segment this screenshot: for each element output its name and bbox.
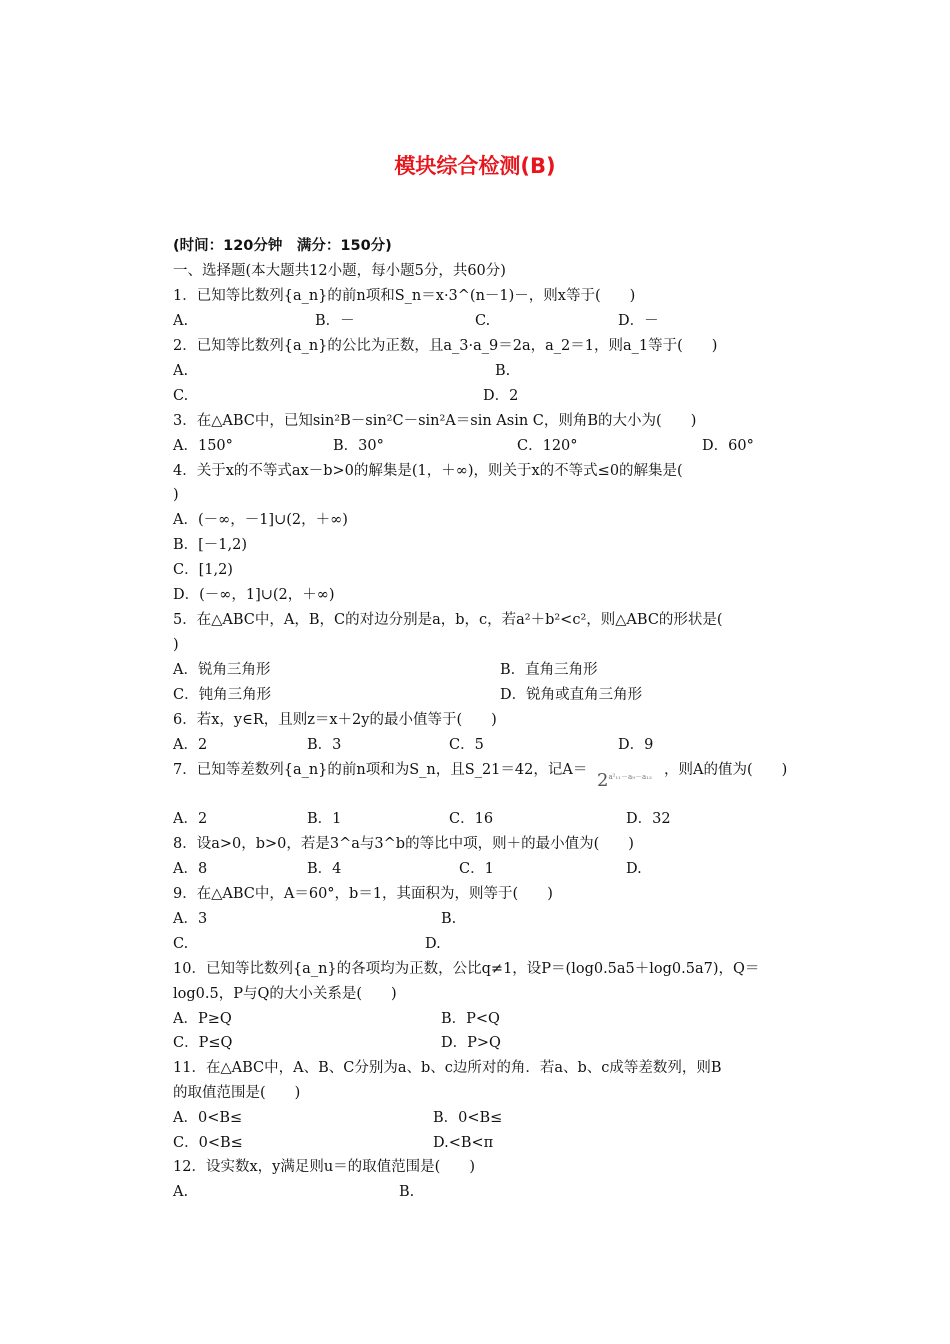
question-7: 7．已知等差数列{a_n}的前n项和为S_n，且S_21＝42，记A＝	[173, 762, 588, 778]
q2-option-a: A.	[173, 363, 189, 379]
question-12: 12．设实数x，y满足则u＝的取值范围是( )	[173, 1159, 475, 1175]
question-4: 4．关于x的不等式ax－b>0的解集是(1，＋∞)，则关于x的不等式≤0的解集是(	[173, 463, 683, 479]
q11-option-c: C．0<B≤	[173, 1135, 243, 1151]
q12-option-b: B.	[399, 1184, 415, 1200]
q10-option-b: B．P<Q	[441, 1011, 500, 1027]
q3-option-d: D．60°	[702, 438, 754, 454]
question-1: 1．已知等比数列{a_n}的前n项和S_n＝x·3^(n－1)－，则x等于( )	[173, 288, 636, 304]
q1-option-c: C.	[475, 313, 491, 329]
q7-formula-exponent: a²₁₁－a₉－a₁₃	[608, 773, 652, 781]
q8-option-a: A．8	[173, 861, 208, 877]
q1-option-a: A.	[173, 313, 189, 329]
q5-option-c: C．钝角三角形	[173, 687, 272, 703]
q2-option-d: D．2	[483, 388, 519, 404]
q10-option-c: C．P≤Q	[173, 1035, 233, 1051]
q8-option-d: D.	[626, 861, 642, 877]
q7-formula-base: 2	[597, 770, 609, 791]
q9-option-d: D.	[425, 936, 441, 952]
q10-option-d: D．P>Q	[441, 1035, 501, 1051]
q6-option-d: D．9	[618, 737, 654, 753]
q9-option-c: C.	[173, 936, 189, 952]
q2-option-b: B.	[495, 363, 511, 379]
question-2: 2．已知等比数列{a_n}的公比为正数，且a_3·a_9＝2a，a_2＝1，则a_1等于( )	[173, 338, 718, 354]
q8-option-c: C．1	[459, 861, 494, 877]
q1-option-b: B．－	[315, 313, 355, 329]
q6-option-c: C．5	[449, 737, 484, 753]
question-5-cont: )	[173, 637, 179, 653]
q1-option-d: D．－	[618, 313, 659, 329]
q6-option-b: B．3	[307, 737, 342, 753]
q4-option-b: B．[－1,2)	[173, 537, 248, 553]
q8-option-b: B．4	[307, 861, 342, 877]
q11-option-d: D.<B<π	[433, 1135, 494, 1151]
q5-option-d: D．锐角或直角三角形	[500, 687, 643, 703]
q5-option-b: B．直角三角形	[500, 662, 598, 678]
section-heading: 一、选择题(本大题共12小题，每小题5分，共60分)	[173, 263, 506, 279]
q7-option-a: A．2	[173, 811, 208, 827]
q3-option-a: A．150°	[173, 438, 233, 454]
q10-option-a: A．P≥Q	[173, 1011, 232, 1027]
q4-option-c: C．[1,2)	[173, 562, 233, 578]
q7-option-d: D．32	[626, 811, 671, 827]
question-4-cont: )	[173, 487, 179, 503]
q2-option-c: C.	[173, 388, 189, 404]
question-7-tail: ，则A的值为( )	[664, 762, 788, 778]
q7-formula	[597, 770, 652, 791]
q7-option-b: B．1	[307, 811, 342, 827]
question-9: 9．在△ABC中，A＝60°，b＝1，其面积为，则等于( )	[173, 886, 553, 902]
q11-option-b: B．0<B≤	[433, 1110, 503, 1126]
question-5: 5．在△ABC中，A，B，C的对边分别是a，b，c，若a²＋b²<c²，则△ABC的形状是(	[173, 612, 723, 628]
question-3: 3．在△ABC中，已知sin²B－sin²C－sin²A＝sin Asin C，则角B的大小为( )	[173, 413, 697, 429]
question-11: 11．在△ABC中，A、B、C分别为a、b、c边所对的角．若a、b、c成等差数列，则B	[173, 1060, 722, 1076]
q7-option-c: C．16	[449, 811, 494, 827]
q4-option-a: A．(－∞，－1]∪(2，＋∞)	[173, 512, 348, 528]
question-8: 8．设a>0，b>0，若是3^a与3^b的等比中项，则＋的最小值为( )	[173, 836, 634, 852]
q6-option-a: A．2	[173, 737, 208, 753]
question-10-cont: log0.5，P与Q的大小关系是( )	[173, 986, 397, 1002]
q9-option-a: A．3	[173, 911, 208, 927]
question-10: 10．已知等比数列{a_n}的各项均为正数，公比q≠1，设P＝(log0.5a5＋log0.5a7)，Q＝	[173, 961, 760, 977]
q3-option-b: B．30°	[333, 438, 384, 454]
q9-option-b: B.	[441, 911, 457, 927]
question-11-cont: 的取值范围是( )	[173, 1085, 301, 1101]
q4-option-d: D．(－∞，1]∪(2，＋∞)	[173, 587, 335, 603]
exam-info: (时间：120分钟 满分：150分)	[173, 238, 392, 254]
q11-option-a: A．0<B≤	[173, 1110, 243, 1126]
q5-option-a: A．锐角三角形	[173, 662, 271, 678]
question-6: 6．若x，y∈R，且则z＝x＋2y的最小值等于( )	[173, 712, 497, 728]
page-title: 模块综合检测(B)	[394, 154, 556, 178]
q3-option-c: C．120°	[517, 438, 578, 454]
q12-option-a: A.	[173, 1184, 189, 1200]
